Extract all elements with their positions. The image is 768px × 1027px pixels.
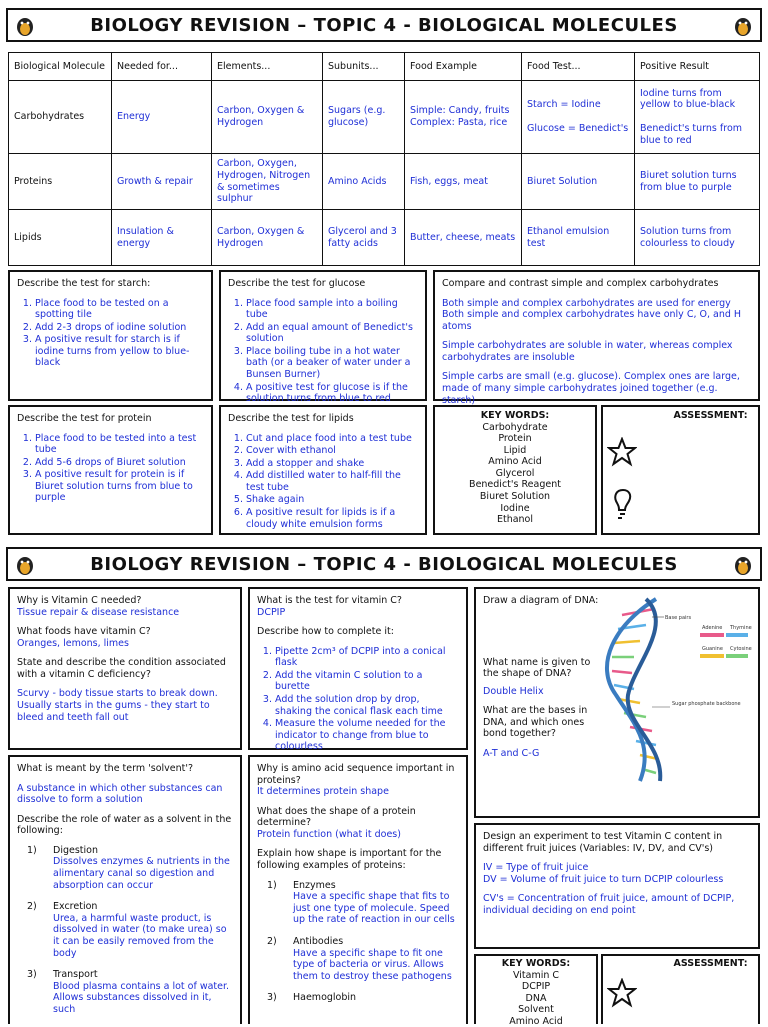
steps-list <box>257 646 459 753</box>
item-number: 2) <box>27 901 37 913</box>
positive-result-glucose: Benedict's turns from blue to red <box>640 123 743 146</box>
table-cell: Biuret Solution <box>522 154 635 210</box>
table-cell: Carbon, Oxygen & Hydrogen <box>212 210 323 266</box>
answer: DCPIP <box>257 606 286 618</box>
item-number: 3) <box>27 969 37 981</box>
table-cell: Butter, cheese, meats <box>405 210 522 266</box>
list-item: 6. A positive result for lipids is if a cloudy white emulsion forms <box>246 507 418 530</box>
table-header: Biological Molecule <box>9 53 112 81</box>
question: Explain how shape is important for the following examples of proteins: <box>257 848 442 872</box>
answer: Tissue repair & disease resistance <box>17 606 180 618</box>
item-title: Antibodies <box>293 935 344 947</box>
question: Why is Vitamin C needed? <box>17 595 142 606</box>
list-item: 1. Place food to be tested on a spotting tile <box>35 298 204 321</box>
question: State and describe the condition associated with a vitamin C deficiency? <box>17 657 226 680</box>
question: Describe the test for glucose <box>228 278 366 289</box>
list-item: 4. Add distilled water to half-fill the test tube <box>246 470 418 493</box>
list-item: 1. Cut and place food into a test tube <box>246 433 418 445</box>
list-item: 3. Add the solution drop by drop, shaking the conical flask each time <box>275 694 459 717</box>
key-word: Iodine <box>500 502 530 514</box>
sheet1-banner <box>6 8 762 42</box>
lipids-test-box <box>219 405 427 535</box>
list-item: 1. Place food sample into a boiling tube <box>246 298 418 321</box>
item-number: 3) <box>267 992 277 1004</box>
key-word: DNA <box>525 992 547 1004</box>
lightbulb-icon <box>611 487 635 521</box>
table-row <box>9 210 760 266</box>
list-item <box>267 936 459 982</box>
vitamin-c-test-box <box>248 587 468 753</box>
list-item: 3. A positive result for protein is if Biuret solution turns from blue to purple <box>35 469 204 504</box>
table-cell: Simple: Candy, fruits Complex: Pasta, rice <box>405 81 522 154</box>
table-cell: Carbon, Oxygen, Hydrogen, Nitrogen & sometimes sulphur <box>212 154 323 210</box>
item-title: Haemoglobin <box>293 992 357 1004</box>
answer-dv: DV = Volume of fruit juice to turn DCPIP colourless <box>483 873 724 885</box>
steps-list <box>228 298 418 405</box>
assessment-heading: ASSESSMENT: <box>673 958 748 969</box>
amino-acid-box <box>248 755 468 1024</box>
answer: Simple carbohydrates are soluble in water, whereas complex carbohydrates are insoluble <box>442 340 733 363</box>
experiment-box <box>474 823 760 949</box>
table-header: Food Test... <box>522 53 635 81</box>
key-word: Benedict's Reagent <box>469 479 561 491</box>
question: Describe the role of water as a solvent in the following: <box>17 813 232 837</box>
item-number: 1) <box>27 844 37 856</box>
table-cell: Fish, eggs, meat <box>405 154 522 210</box>
answer-iv: IV = Type of fruit juice <box>483 862 589 874</box>
question: What foods have vitamin C? <box>17 626 151 638</box>
carbs-compare-box <box>433 270 760 406</box>
question: What are the bases in DNA, and which ones bond together? <box>483 705 588 740</box>
list-item <box>27 969 233 1015</box>
question: What name is given to the shape of DNA? <box>483 656 591 680</box>
item-title: Enzymes <box>293 879 336 891</box>
item-answer: Urea, a harmful waste product, is dissolved in water (to make urea) so it can be easily removed from the body <box>53 912 227 959</box>
vitamin-c-box <box>8 587 242 750</box>
table-header: Needed for... <box>112 53 212 81</box>
table-header: Elements... <box>212 53 323 81</box>
star-icon <box>607 978 637 1008</box>
table-cell: Sugars (e.g. glucose) <box>323 81 405 154</box>
item-title: Excretion <box>53 901 98 913</box>
answer: Oranges, lemons, limes <box>17 637 129 649</box>
protein-examples-list <box>257 880 459 1004</box>
food-test-starch: Starch = Iodine <box>527 99 601 111</box>
molecules-table <box>8 52 760 266</box>
key-word: Biuret Solution <box>479 491 551 503</box>
key-words-heading: KEY WORDS: <box>480 410 550 421</box>
page-title: BIOLOGY REVISION – TOPIC 4 - BIOLOGICAL MOLECULES <box>90 14 678 36</box>
key-word: Amino Acid <box>509 1015 563 1027</box>
key-word: Carbohydrate <box>482 421 548 433</box>
label-base-pairs: Base pairs <box>665 615 692 621</box>
assessment-box <box>601 954 760 1024</box>
assessment-heading: ASSESSMENT: <box>673 410 748 421</box>
label-guanine: Guanine <box>702 646 723 652</box>
answer: Double Helix <box>483 685 544 697</box>
label-backbone: Sugar phosphate backbone <box>672 701 741 707</box>
table-header: Positive Result <box>635 53 760 81</box>
question: Compare and contrast simple and complex carbohydrates <box>442 278 719 289</box>
table-header: Food Example <box>405 53 522 81</box>
table-cell: Solution turns from colourless to cloudy <box>635 210 760 266</box>
steps-list <box>228 433 418 531</box>
table-cell: Amino Acids <box>323 154 405 210</box>
item-number: 1) <box>267 879 277 891</box>
item-answer: Blood plasma contains a lot of water. Allows substances dissolved in it, such <box>53 980 230 1015</box>
answer-cv: CV's = Concentration of fruit juice, amount of DCPIP, individual deciding on end point <box>483 893 735 916</box>
table-cell: Insulation & energy <box>112 210 212 266</box>
table-cell <box>522 81 635 154</box>
key-word: Glycerol <box>495 467 535 479</box>
list-item: 4. A positive test for glucose is if the solution turns from blue to red <box>246 382 418 405</box>
solvent-box <box>8 755 242 1024</box>
key-word: Amino Acid <box>488 456 542 468</box>
penguin-mascot-icon <box>732 554 754 576</box>
food-test-glucose: Glucose = Benedict's <box>527 123 629 134</box>
list-item <box>27 901 233 959</box>
question: Describe the test for protein <box>17 413 152 424</box>
answer: Both simple and complex carbohydrates are used for energy <box>442 297 731 309</box>
answer: Scurvy - body tissue starts to break down. Usually starts in the gums - they start to bleed and teeth fall out <box>17 688 218 723</box>
table-row <box>9 154 760 210</box>
list-item: 2. Cover with ethanol <box>246 445 418 457</box>
key-words-heading: KEY WORDS: <box>501 958 571 969</box>
answer: A-T and C-G <box>483 748 540 760</box>
table-cell: Growth & repair <box>112 154 212 210</box>
steps-list <box>17 433 204 504</box>
protein-test-box <box>8 405 213 535</box>
dna-double-helix-diagram <box>594 595 758 785</box>
item-answer: Have a specific shape that fits to just one type of molecule. Speed up the rate of reaction in our cells <box>293 891 455 926</box>
answer: Protein function (what it does) <box>257 828 401 840</box>
list-item: 2. Add 5-6 drops of Biuret solution <box>35 457 204 469</box>
key-word: Vitamin C <box>512 969 560 981</box>
list-item: 1. Place food to be tested into a test tube <box>35 433 204 456</box>
list-item: 5. Shake again <box>246 494 418 506</box>
list-item: 3. Add a stopper and shake <box>246 458 418 470</box>
label-cytosine: Cytosine <box>730 646 752 652</box>
key-word: Solvent <box>518 1004 554 1016</box>
penguin-mascot-icon <box>732 15 754 37</box>
solvent-list <box>17 845 233 1016</box>
item-number: 2) <box>267 935 277 947</box>
answer: It determines protein shape <box>257 786 389 798</box>
key-words-box <box>433 405 597 535</box>
list-item: 1. Pipette 2cm³ of DCPIP into a conical flask <box>275 646 459 669</box>
list-item: 3. A positive result for starch is if iodine turns from yellow to blue-black <box>35 334 204 369</box>
item-title: Transport <box>53 969 98 981</box>
table-cell: Carbohydrates <box>9 81 112 154</box>
table-cell: Ethanol emulsion test <box>522 210 635 266</box>
table-cell: Proteins <box>9 154 112 210</box>
question: Describe how to complete it: <box>257 626 394 638</box>
sheet2-banner <box>6 547 762 581</box>
dna-box <box>474 587 760 818</box>
table-cell: Glycerol and 3 fatty acids <box>323 210 405 266</box>
glucose-test-box <box>219 270 427 405</box>
label-thymine: Thymine <box>730 625 752 631</box>
positive-result-starch: Iodine turns from yellow to blue-black <box>640 87 736 111</box>
question: Why is amino acid sequence important in proteins? <box>257 763 455 786</box>
item-title: Digestion <box>53 844 98 856</box>
key-word: DCPIP <box>521 981 551 993</box>
star-icon <box>607 437 637 467</box>
starch-test-box <box>8 270 213 401</box>
answer: A substance in which other substances can dissolve to form a solution <box>17 782 223 806</box>
penguin-mascot-icon <box>14 554 36 576</box>
key-word: Lipid <box>503 444 527 456</box>
table-cell: Carbon, Oxygen & Hydrogen <box>212 81 323 154</box>
question: Describe the test for starch: <box>17 278 151 289</box>
list-item <box>27 845 233 891</box>
list-item <box>267 880 459 926</box>
question: Design an experiment to test Vitamin C content in different fruit juices (Variables: IV, DV, and CV's) <box>483 831 723 854</box>
penguin-mascot-icon <box>14 15 36 37</box>
question: Describe the test for lipids <box>228 413 354 424</box>
question: What does the shape of a protein determine? <box>257 805 416 829</box>
steps-list <box>17 298 204 369</box>
list-item: 3. Place boiling tube in a hot water bath (or a beaker of water under a Bunsen Burner) <box>246 346 418 381</box>
table-cell <box>635 81 760 154</box>
table-cell: Lipids <box>9 210 112 266</box>
item-answer: Have a specific shape to fit one type of bacteria or virus. Allows them to destroy these pathogens <box>293 947 452 982</box>
list-item: 4. Measure the volume needed for the indicator to change from blue to colourless <box>275 718 459 753</box>
label-adenine: Adenine <box>702 625 723 631</box>
list-item: 2. Add the vitamin C solution to a burette <box>275 670 459 693</box>
key-word: Protein <box>498 433 532 445</box>
list-item: 2. Add 2-3 drops of iodine solution <box>35 322 204 334</box>
table-header-row <box>9 53 760 81</box>
table-cell: Energy <box>112 81 212 154</box>
item-answer: Dissolves enzymes & nutrients in the alimentary canal so digestion and absorption can occur <box>53 856 230 891</box>
table-row <box>9 81 760 154</box>
table-cell: Biuret solution turns from blue to purple <box>635 154 760 210</box>
page-title: BIOLOGY REVISION – TOPIC 4 - BIOLOGICAL MOLECULES <box>90 553 678 575</box>
answer: Simple carbs are small (e.g. glucose). Complex ones are large, made of many simple carbohydrates joined together (e.g. starch) <box>442 371 740 406</box>
key-words-box <box>474 954 598 1027</box>
question: What is meant by the term 'solvent'? <box>17 763 194 774</box>
question: What is the test for vitamin C? <box>257 595 402 606</box>
assessment-box <box>601 405 760 535</box>
table-header: Subunits... <box>323 53 405 81</box>
answer: Both simple and complex carbohydrates have only C, O, and H atoms <box>442 309 742 332</box>
list-item: 2. Add an equal amount of Benedict's solution <box>246 322 418 345</box>
question: Draw a diagram of DNA: <box>483 595 599 606</box>
list-item <box>267 992 459 1004</box>
key-word: Ethanol <box>496 514 534 526</box>
